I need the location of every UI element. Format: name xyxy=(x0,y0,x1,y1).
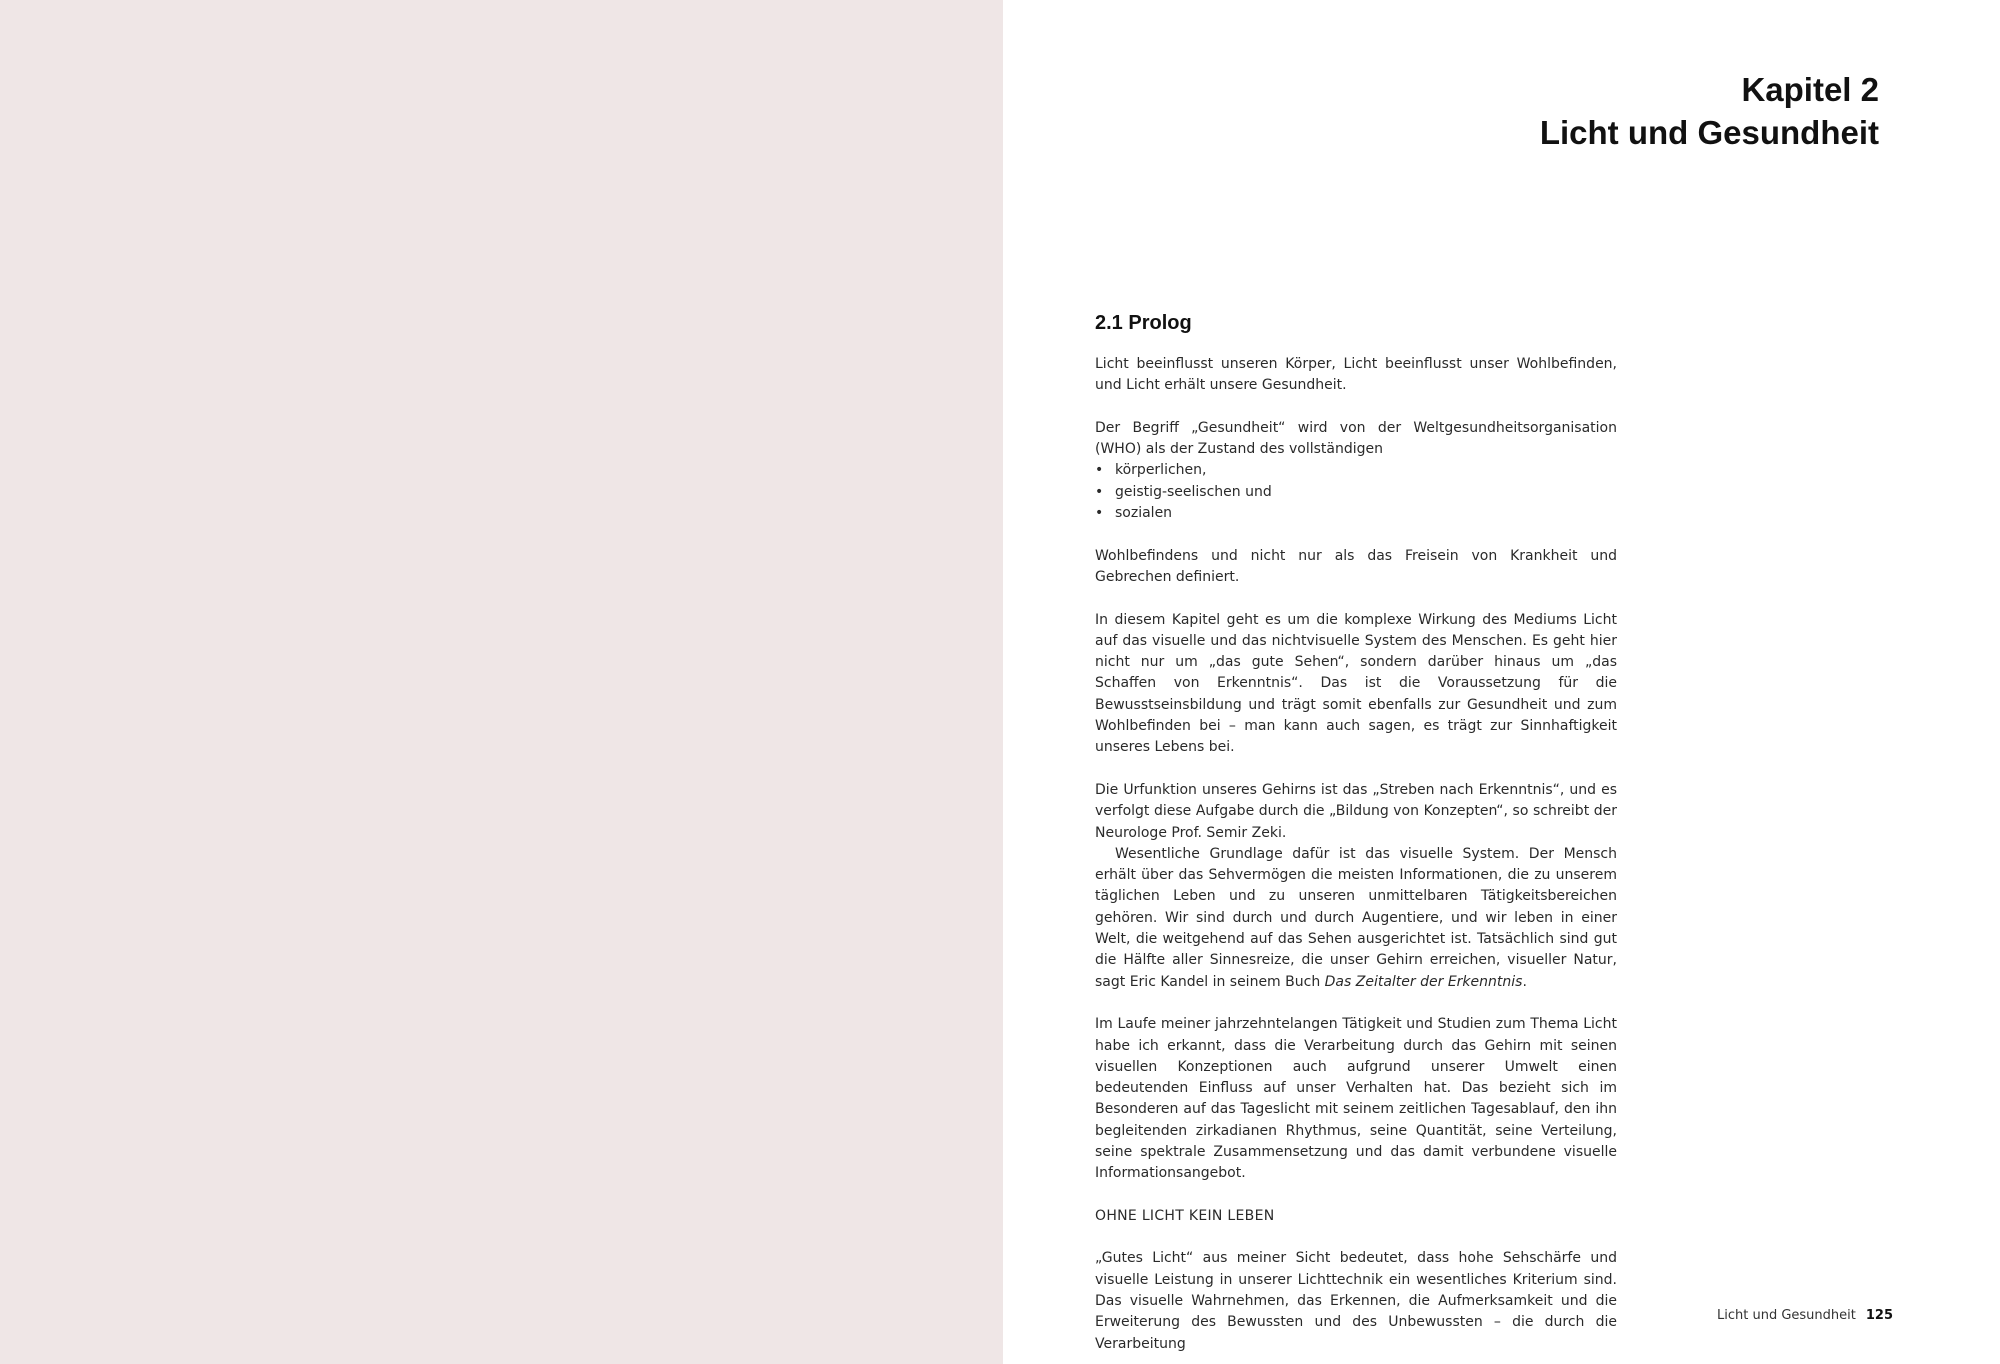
paragraph-6-end: . xyxy=(1522,973,1527,990)
bullet-list xyxy=(1095,460,1617,524)
paragraph-6 xyxy=(1095,844,1617,993)
chapter-title xyxy=(1279,68,1879,154)
page-number: 125 xyxy=(1865,1308,1893,1323)
paragraph-7: Im Laufe meiner jahrzehntelangen Tätigkeit und Studien zum Thema Licht habe ich erkannt, dass die Verarbeitung durch das Gehirn mit seinen visuellen Konzeptionen auch aufgrund unserer Umwelt einen bedeutenden Einfluss auf unser Verhalten hat. Das bezieht sich im Besonderen auf das Tageslicht mit seinem zeitlichen Tagesablauf, den ihn begleitenden zirkadianen Rhythmus, seine Quantität, seine Verteilung, seine spektrale Zusammensetzung und das damit verbundene visuelle Informationsangebot. xyxy=(1095,1016,1617,1182)
paragraph-4: In diesem Kapitel geht es um die komplexe Wirkung des Mediums Licht auf das visuelle und das nichtvisuelle System des Menschen. Es geht hier nicht nur um „das gute Sehen“, sondern darüber hinaus um „das Schaffen von Erkenntnis“. Das ist die Voraussetzung für die Bewusstseinsbildung und trägt somit ebenfalls zur Gesundheit und zum Wohlbefinden bei – man kann auch sagen, es trägt zur Sinnhaftigkeit unseres Lebens bei. xyxy=(1095,611,1617,756)
chapter-number: Kapitel 2 xyxy=(1741,71,1879,108)
paragraph-6-text: Wesentliche Grundlage dafür ist das visuelle System. Der Mensch erhält über das Sehvermögen die meisten Informationen, die zu unserem täglichen Leben und zu unseren unmittelbaren Tätigkeitsbereichen gehören. Wir sind durch und durch Augentiere, und wir leben in einer Welt, die weitgehend auf das Sehen ausgerichtet ist. Tatsächlich sind gut die Hälfte aller Sinnesreize, die unser Gehirn erreichen, visueller Natur, sagt Eric Kandel in seinem Buch xyxy=(1095,845,1617,990)
subheading: OHNE LICHT KEIN LEBEN xyxy=(1095,1207,1275,1224)
paragraph-3: Wohlbefindens und nicht nur als das Freisein von Krankheit und Gebrechen definiert. xyxy=(1095,547,1617,585)
body-text xyxy=(1095,354,1617,1355)
bullet-item: • körperlichen, xyxy=(1095,460,1617,481)
prolog-section xyxy=(1095,310,1617,1355)
page-footer xyxy=(1717,1308,1893,1323)
running-title: Licht und Gesundheit xyxy=(1717,1308,1856,1323)
paragraph-2: Der Begriff „Gesundheit“ wird von der Weltgesundheitsorganisation (WHO) als der Zustand des vollständigen xyxy=(1095,419,1617,458)
paragraph-1: Licht beeinflusst unseren Körper, Licht beeinflusst unser Wohlbefinden, und Licht erhält unsere Gesundheit. xyxy=(1095,356,1617,394)
paragraph-8: „Gutes Licht“ aus meiner Sicht bedeutet, dass hohe Sehschärfe und visuelle Leistung in unserer Lichttechnik ein wesentliches Kriterium sind. Das visuelle Wahrnehmen, das Erkennen, die Aufmerksamkeit und die Erweiterung des Bewussten und des Unbewussten – die durch die Verarbeitung xyxy=(1095,1250,1617,1352)
section-heading: 2.1 Prolog xyxy=(1095,312,1192,334)
bullet-item: • geistig-seelischen und xyxy=(1095,482,1617,503)
chapter-name: Licht und Gesundheit xyxy=(1539,114,1879,151)
book-title: Das Zeitalter der Erkenntnis xyxy=(1324,973,1523,990)
paragraph-5: Die Urfunktion unseres Gehirns ist das „Streben nach Erkenntnis“, und es verfolgt diese Aufgabe durch die „Bildung von Konzepten“, so schreibt der Neurologe Prof. Semir Zeki. xyxy=(1095,781,1617,841)
bullet-item: • sozialen xyxy=(1095,503,1617,524)
